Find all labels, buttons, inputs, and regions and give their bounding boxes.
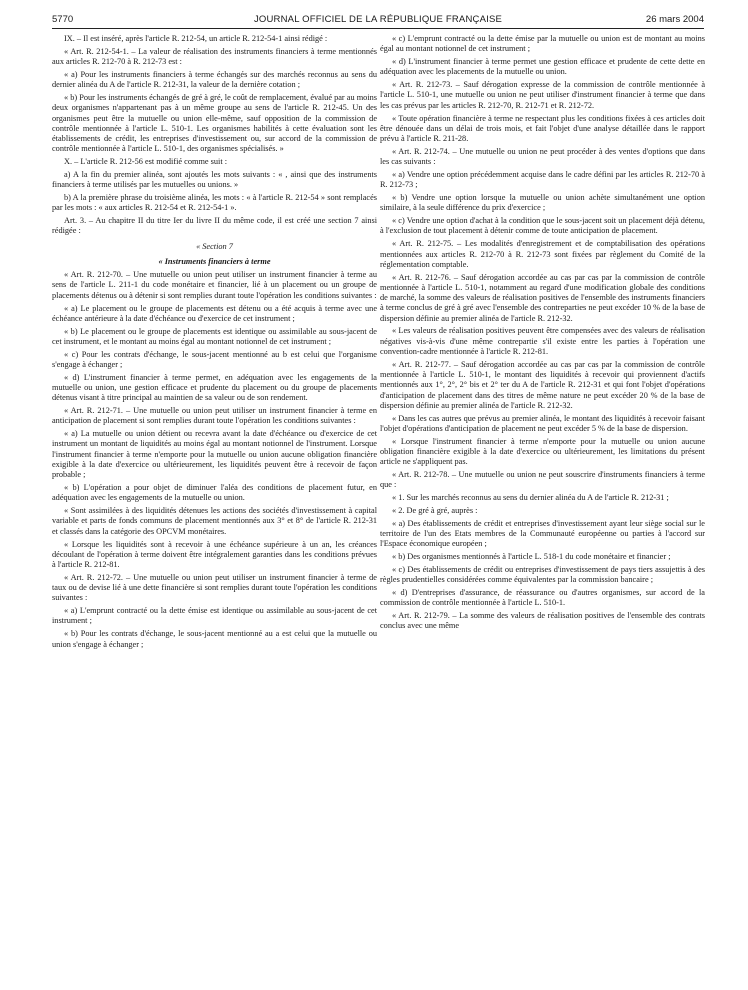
page-header [52,10,704,28]
paragraph: « b) Pour les contrats d'échange, le sous-jacent mentionné au a est celui que la mutuelle ou union s'engage à échanger ; [52,629,377,649]
paragraph: a) A la fin du premier alinéa, sont ajoutés les mots suivants : « , ainsi que des instruments financiers à terme utilisés par les mutuelles ou unions. » [52,169,377,190]
publication-date: 26 mars 2004 [645,14,704,25]
paragraph: « a) Des établissements de crédit et entreprises d'investissement ayant leur siège social sur le territoire de l'un des Etats membres de la Communauté européenne ou parties à l'accord sur l'Espace économique européen ; [380,518,705,549]
paragraph: « Art. R. 212-76. – Sauf dérogation accordée au cas par cas par la commission de contrôle mentionnée à l'article L. 510-1, notamment au regard d'une modification globale des conditions de marché, la somme des valeurs de réalisation positives de l'ensemble des instruments financiers à terme conclus de gré à gré avec l'ensemble des contreparties ne peut excéder 10 % de la base de dispersion définie au premier alinéa de l'article R. 212-32. [380,272,705,323]
paragraph: « c) Des établissements de crédit ou entreprises d'investissement de pays tiers assujettis à des règles prudentielles considérées comme équivalentes par la commission bancaire ; [380,565,705,585]
paragraph: « 1. Sur les marchés reconnus au sens du dernier alinéa du A de l'article R. 212-31 ; [392,493,669,503]
paragraph: « Art. R. 212-79. – La somme des valeurs de réalisation positives de l'ensemble des contrats conclus avec une même [380,611,705,631]
paragraph: b) A la première phrase du troisième alinéa, les mots : « à l'article R. 212-54 » sont remplacés par les mots : « aux articles R. 212-54 et R. 212-54-1 ». [52,193,377,213]
paragraph: « a) La mutuelle ou union détient ou recevra avant la date d'échéance ou d'exercice de cet instrument un montant de liquidités au moins égal au montant notionnel de l'instrument. Lorsque l'instrument financier à terme n'emporte pour la mutuelle ou union aucune obligation financière exigible à la date d'exercice ou ultérieurement, les liquidités peuvent être à recevoir de façon probable ; [52,429,377,480]
paragraph: « a) Vendre une option précédemment acquise dans le cadre défini par les articles R. 212-70 à R. 212-73 ; [380,169,705,190]
paragraph: « c) L'emprunt contracté ou la dette émise par la mutuelle ou union est de montant au moins égal au montant notionnel de cet instrument ; [380,34,705,54]
paragraph: « Art. R. 212-72. – Une mutuelle ou union peut utiliser un instrument financier à terme de taux ou de devise lié à une dette financière si sont remplies durant toute l'opération les conditions suivantes : [52,572,377,603]
paragraph: « b) Vendre une option lorsque la mutuelle ou union achète simultanément une option similaire, à la seule différence du prix d'exercice ; [380,193,705,213]
paragraph: « Les valeurs de réalisation positives peuvent être compensées avec des valeurs de réalisation négatives vis-à-vis d'une même contrepartie s'il existe entre les parties à l'opération une convention-cadre mentionnée à l'article R. 212-81. [380,326,705,356]
paragraph: « Art. R. 212-75. – Les modalités d'enregistrement et de comptabilisation des opérations mentionnées aux articles R. 212-70 à R. 212-73 sont fixées par règlement du Comité de la réglementation comptable. [380,239,705,269]
paragraph: « b) Le placement ou le groupe de placements est identique ou assimilable au sous-jacent de cet instrument, et le montant au moins égal au montant notionnel de cet instrument ; [52,326,377,346]
paragraph: « Art. R. 212-77. – Sauf dérogation accordée au cas par cas par la commission de contrôle mentionnée à l'article L. 510-1, le montant des liquidités à recevoir qui proviennent d'actifs mentionnés aux 1°, 2°, 2° bis et 2° ter du A de l'article R. 212-31 et qui font l'objet d'opérations d'anticipation de placement dans des titres de même nature ne peut excéder 20 % de la base de dispersion définie au premier alinéa de l'article R. 212-32. [380,359,705,410]
paragraph: « c) Vendre une option d'achat à la condition que le sous-jacent soit un placement déjà détenu, à l'exclusion de tout placement à détenir comme de toute anticipation de placement. [380,216,705,236]
paragraph: « Art. R. 212-71. – Une mutuelle ou union peut utiliser un instrument financier à terme en anticipation de placement si sont remplies durant toute l'opération les conditions suivantes : [52,406,377,426]
paragraph: IX. – Il est inséré, après l'article R. 212-54, un article R. 212-54-1 ainsi rédigé : [64,34,328,43]
paragraph: « 2. De gré à gré, auprès : [392,506,478,515]
paragraph: « a) L'emprunt contracté ou la dette émise est identique ou assimilable au sous-jacent de cet instrument ; [52,606,377,626]
paragraph: « Art. R. 212-74. – Une mutuelle ou union ne peut procéder à des ventes d'options que dans les cas suivants : [380,146,705,167]
paragraph: « Lorsque l'instrument financier à terme n'emporte pour la mutuelle ou union aucune obligation financière exigible à la date d'exercice ou ultérieurement, les limitations du présent article ne s'appliquent pas. [380,436,705,467]
paragraph: « Sont assimilées à des liquidités détenues les actions des sociétés d'investissement à capital variable et parts de fonds communs de placement mentionnés aux 3° et 8° de l'article R. 212-31 et classés dans la catégorie des OPCVM monétaires. [52,506,377,536]
paragraph: « Art. R. 212-73. – Sauf dérogation expresse de la commission de contrôle mentionnée à l'article L. 510-1, une mutuelle ou union ne peut utiliser d'instrument financier à terme que dans les cas prévus par les articles R. 212-70, R. 212-71 et R. 212-72. [380,80,705,110]
section-subtitle-text: « Instruments financiers à terme [158,256,271,266]
paragraph: « c) Pour les contrats d'échange, le sous-jacent mentionné au b est celui que l'organisme s'engage à échanger ; [52,349,377,369]
paragraph: « a) Le placement ou le groupe de placements est détenu ou a été acquis à terme avec une échéance antérieure à la date d'échéance ou d'exercice de cet instrument ; [52,303,377,323]
journal-title: JOURNAL OFFICIEL DE LA RÉPUBLIQUE FRANÇAISE [253,14,503,25]
paragraph: « a) Pour les instruments financiers à terme échangés sur des marchés reconnus au sens du dernier alinéa du A de l'article R. 212-31, la valeur de la dernière cotation ; [52,69,377,90]
paragraph: « d) L'instrument financier à terme permet, en adéquation avec les engagements de la mutuelle ou union, une gestion efficace et prudente du placement ou du groupe de placements détenus visant à titre principal au maintien de sa valeur ou de son rendement. [52,372,377,403]
paragraph: X. – L'article R. 212-56 est modifié comme suit : [64,157,228,167]
paragraph: « Art. R. 212-70. – Une mutuelle ou union peut utiliser un instrument financier à terme au sens de l'article L. 211-1 du code monétaire et financier, lié à un placement ou un groupe de placements détenus ou à détenir si sont remplies durant toute l'opération les conditions suivantes : [52,270,377,300]
section-subtitle [52,257,377,267]
right-column [380,34,705,634]
page-number: 5770 [52,14,74,25]
section-title: « Section 7 [196,241,233,251]
paragraph: « b) Pour les instruments échangés de gré à gré, le coût de remplacement, évalué par au moins deux organismes n'appartenant pas à un même groupe au sens de l'article R. 212-45. Un des organismes peut être la mutuelle ou union elle-même, sauf opposition de la commission de contrôle mentionnée à l'article L. 510-1. Les organismes habilités à cette évaluation sont les établissements de crédit, les entreprises d'investissement ou, sur accord de la commission de contrôle mentionnée à l'article L. 510-1, des organismes spécialisés. » [52,93,377,154]
left-column [52,34,377,652]
paragraph: « b) Des organismes mentionnés à l'article L. 518-1 du code monétaire et financier ; [392,552,671,562]
paragraph: « Lorsque les liquidités sont à recevoir à une échéance supérieure à un an, les créances découlant de l'opération à terme doivent être intégralement garanties dans les conditions prévues à l'article R. 212-81. [52,539,377,569]
article-heading: Art. 3. – Au chapitre II du titre Ier du livre II du même code, il est créé une section 7 ainsi rédigée : [52,216,377,236]
paragraph: « d) L'instrument financier à terme permet une gestion efficace et prudente de cette dette en adéquation avec les placements de la mutuelle ou union. [380,57,705,77]
header-rule [52,28,704,29]
paragraph: « b) L'opération a pour objet de diminuer l'aléa des conditions de placement futur, en adéquation avec les engagements de la mutuelle ou union. [52,483,377,503]
paragraph: « Dans les cas autres que prévus au premier alinéa, le montant des liquidités à recevoir faisant l'objet d'opérations d'anticipation de placement ne peut excéder 5 % de la base de dispersion. [380,413,705,433]
paragraph: « Art. R. 212-78. – Une mutuelle ou union ne peut souscrire d'instruments financiers à terme que : [380,470,705,490]
paragraph: « d) D'entreprises d'assurance, de réassurance ou d'autres organismes, sur accord de la commission de contrôle mentionnée à l'article L. 510-1. [380,588,705,608]
paragraph: « Toute opération financière à terme ne respectant plus les conditions fixées à ces articles doit être dénouée dans un délai de trois mois, et fait l'objet d'une analyse détaillée dans le rapport prévu à l'article R. 211-28. [380,113,705,144]
paragraph: « Art. R. 212-54-1. – La valeur de réalisation des instruments financiers à terme mentionnés aux articles R. 212-70 à R. 212-73 est : [52,46,377,67]
